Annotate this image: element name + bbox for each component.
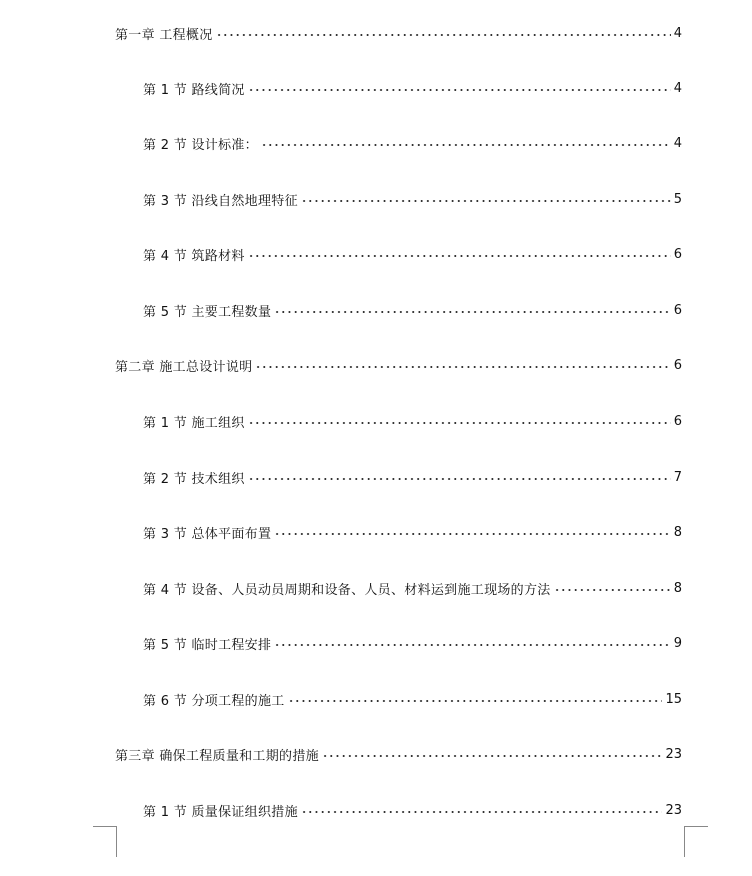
toc-entry-label: 第 3 节 沿线自然地理特征 xyxy=(143,193,298,209)
toc-entry-section[interactable] xyxy=(143,688,682,710)
toc-entry-page: 6 xyxy=(673,413,682,429)
dot-leader xyxy=(248,255,671,257)
dot-leader xyxy=(288,700,663,702)
toc-entry-page: 4 xyxy=(673,25,682,41)
dot-leader xyxy=(248,89,671,91)
dot-leader xyxy=(274,311,670,313)
dot-leader xyxy=(554,589,671,591)
toc-entry-section[interactable] xyxy=(143,132,682,154)
toc-entry-section[interactable] xyxy=(143,577,682,599)
toc-entry-label: 第 5 节 主要工程数量 xyxy=(143,304,272,320)
dot-leader xyxy=(274,644,670,646)
toc-entry-page: 5 xyxy=(673,191,682,207)
page-margin-corner-mark-right xyxy=(684,826,708,857)
toc-entry-section[interactable] xyxy=(143,410,682,432)
toc-entry-section[interactable] xyxy=(143,77,682,99)
toc-entry-label: 第 1 节 质量保证组织措施 xyxy=(143,804,298,820)
toc-entry-label: 第 5 节 临时工程安排 xyxy=(143,637,272,653)
toc-entry-section[interactable] xyxy=(143,188,682,210)
toc-entry-section[interactable] xyxy=(143,299,682,321)
toc-entry-label: 第 6 节 分项工程的施工 xyxy=(143,693,285,709)
toc-entry-chapter-2[interactable] xyxy=(115,354,682,376)
toc-entry-label: 第一章 工程概况 xyxy=(115,27,213,43)
dot-leader xyxy=(301,811,663,813)
toc-entry-page: 8 xyxy=(673,580,682,596)
toc-entry-label: 第二章 施工总设计说明 xyxy=(115,359,253,375)
toc-entry-page: 6 xyxy=(673,357,682,373)
toc-entry-label: 第三章 确保工程质量和工期的措施 xyxy=(115,748,319,764)
dot-leader xyxy=(255,366,670,368)
dot-leader xyxy=(261,144,671,146)
toc-entry-page: 4 xyxy=(673,135,682,151)
toc-entry-page: 6 xyxy=(673,302,682,318)
toc-entry-section[interactable] xyxy=(143,521,682,543)
dot-leader xyxy=(216,34,671,36)
dot-leader xyxy=(301,200,671,202)
toc-entry-page: 8 xyxy=(673,524,682,540)
toc-entry-section[interactable] xyxy=(143,632,682,654)
toc-entry-label: 第 1 节 施工组织 xyxy=(143,415,245,431)
dot-leader xyxy=(322,755,663,757)
toc-entry-page: 7 xyxy=(673,469,682,485)
toc-entry-label: 第 1 节 路线简况 xyxy=(143,82,245,98)
toc-entry-section[interactable] xyxy=(143,799,682,821)
dot-leader xyxy=(248,478,671,480)
toc-entry-label: 第 2 节 设计标准： xyxy=(143,137,258,153)
toc-entry-label: 第 4 节 设备、人员动员周期和设备、人员、材料运到施工现场的方法 xyxy=(143,582,551,598)
dot-leader xyxy=(248,422,671,424)
page-margin-corner-mark-left xyxy=(93,826,117,857)
toc-entry-chapter-1[interactable] xyxy=(115,22,682,44)
toc-entry-page: 15 xyxy=(665,691,682,707)
toc-entry-label: 第 4 节 筑路材料 xyxy=(143,248,245,264)
toc-entry-section[interactable] xyxy=(143,243,682,265)
dot-leader xyxy=(274,533,670,535)
toc-entry-page: 4 xyxy=(673,80,682,96)
toc-entry-section[interactable] xyxy=(143,466,682,488)
toc-entry-page: 23 xyxy=(665,746,682,762)
toc-entry-label: 第 2 节 技术组织 xyxy=(143,471,245,487)
toc-entry-page: 6 xyxy=(673,246,682,262)
toc-entry-page: 23 xyxy=(665,802,682,818)
toc-entry-page: 9 xyxy=(673,635,682,651)
toc-entry-chapter-3[interactable] xyxy=(115,743,682,765)
toc-entry-label: 第 3 节 总体平面布置 xyxy=(143,526,272,542)
